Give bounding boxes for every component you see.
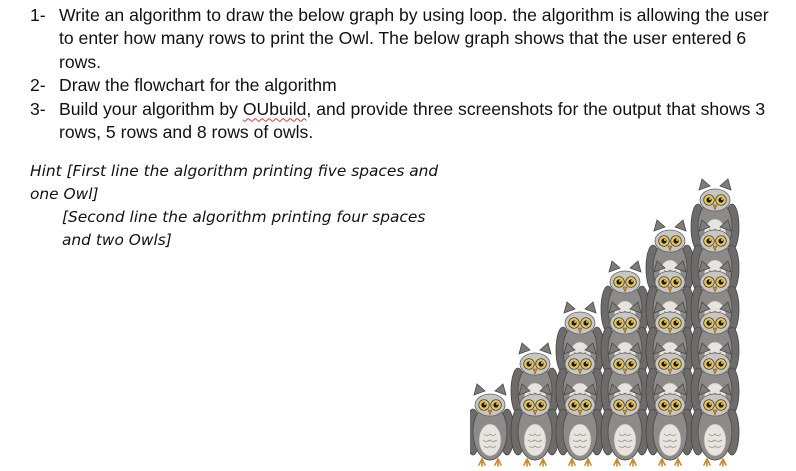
instruction-text-after: , and provide three screenshots for the output that shows 3 rows, 5 rows and 8 rows of owls.: [59, 98, 766, 143]
hint-block: [30, 160, 450, 252]
owl-layer: [470, 179, 739, 466]
instruction-number: 2-: [30, 75, 46, 96]
instruction-item-2: [30, 74, 770, 97]
spellcheck-flagged-word[interactable]: OUbuild: [242, 98, 307, 119]
instruction-item-1: [30, 4, 770, 74]
instruction-text: Write an algorithm to draw the below graph by using loop. the algorithm is allowing the user to enter how many rows to print the Owl. The below graph shows that the user entered 6 rows.: [59, 5, 769, 72]
instruction-number: 1-: [30, 5, 46, 25]
hint-line-1: Hint [First line the algorithm printing five spaces and one Owl]: [30, 162, 439, 203]
owl-icon: [470, 384, 514, 466]
hint-line-2: [Second line the algorithm printing four spaces and two Owls]: [62, 208, 426, 249]
instruction-text-before: Build your algorithm by: [59, 98, 243, 119]
owl-pyramid-figure: [470, 150, 770, 471]
instruction-text: Draw the flowchart for the algorithm: [59, 75, 337, 96]
instruction-list: [30, 4, 770, 144]
instruction-item-3: [30, 98, 770, 145]
instruction-number: 3-: [30, 98, 46, 119]
